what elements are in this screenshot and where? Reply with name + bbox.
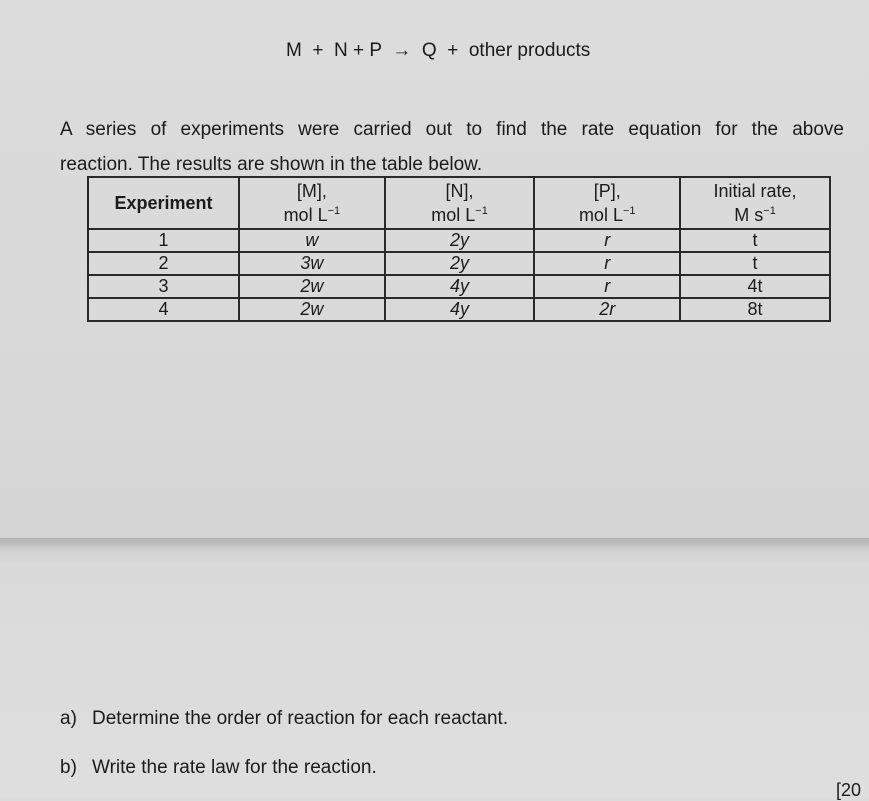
header-experiment-label: Experiment: [114, 193, 213, 213]
cell-n: 2y: [385, 229, 535, 252]
marks-indicator: [20: [836, 780, 862, 800]
header-rate-exponent: −1: [763, 205, 776, 217]
cell-experiment: 1: [88, 229, 239, 252]
cell-m: w: [239, 229, 385, 252]
question-b-label: b): [60, 757, 77, 778]
intro-line-1: A series of experiments were carried out to find the rate equation for the above: [60, 119, 844, 140]
header-m-concentration: [239, 177, 385, 229]
header-initial-rate: [680, 177, 830, 229]
cell-experiment: 3: [88, 275, 239, 298]
cell-rate: 8t: [680, 298, 830, 321]
cell-experiment: 4: [88, 298, 239, 321]
header-rate-label: Initial rate,: [713, 181, 797, 201]
table-row: [88, 229, 830, 252]
header-m-label: [M],: [296, 181, 327, 201]
cell-p: r: [534, 229, 680, 252]
header-p-concentration: [534, 177, 680, 229]
intro-line-2: reaction. The results are shown in the table below.: [60, 154, 483, 175]
header-m-exponent: −1: [327, 205, 341, 217]
table-row: [88, 252, 830, 275]
header-n-concentration: [385, 177, 535, 229]
table-row: [88, 275, 830, 298]
question-a-label: a): [60, 708, 77, 729]
table-row: [88, 298, 830, 321]
cell-rate: t: [680, 229, 830, 252]
question-b: [60, 757, 377, 779]
header-n-label: [N],: [445, 181, 474, 201]
header-n-exponent: −1: [475, 205, 488, 217]
cell-m: 3w: [239, 252, 385, 275]
cell-n: 2y: [385, 252, 535, 275]
cell-experiment: 2: [88, 252, 239, 275]
header-p-exponent: −1: [622, 205, 636, 217]
header-n-unit: mol L: [431, 205, 476, 225]
cell-n: 4y: [385, 275, 535, 298]
cell-rate: 4t: [680, 275, 830, 298]
cell-p: 2r: [534, 298, 680, 321]
paper-fold-shadow: [0, 538, 869, 564]
header-rate-unit: M s: [734, 205, 764, 225]
header-p-label: [P],: [593, 181, 621, 201]
intro-paragraph: [60, 112, 844, 182]
question-b-text: Write the rate law for the reaction.: [92, 757, 377, 778]
cell-rate: t: [680, 252, 830, 275]
cell-p: r: [534, 252, 680, 275]
cell-m: 2w: [239, 275, 385, 298]
question-a-text: Determine the order of reaction for each reactant.: [92, 708, 509, 729]
results-table: [87, 176, 831, 322]
table-header-row: [88, 177, 830, 229]
header-m-unit: mol L: [283, 205, 328, 225]
cell-n: 4y: [385, 298, 535, 321]
cell-m: 2w: [239, 298, 385, 321]
question-a: [60, 708, 508, 730]
reaction-equation: M + N + P → Q + other products: [286, 40, 591, 61]
header-p-unit: mol L: [578, 205, 623, 225]
cell-p: r: [534, 275, 680, 298]
header-experiment: [88, 177, 239, 229]
